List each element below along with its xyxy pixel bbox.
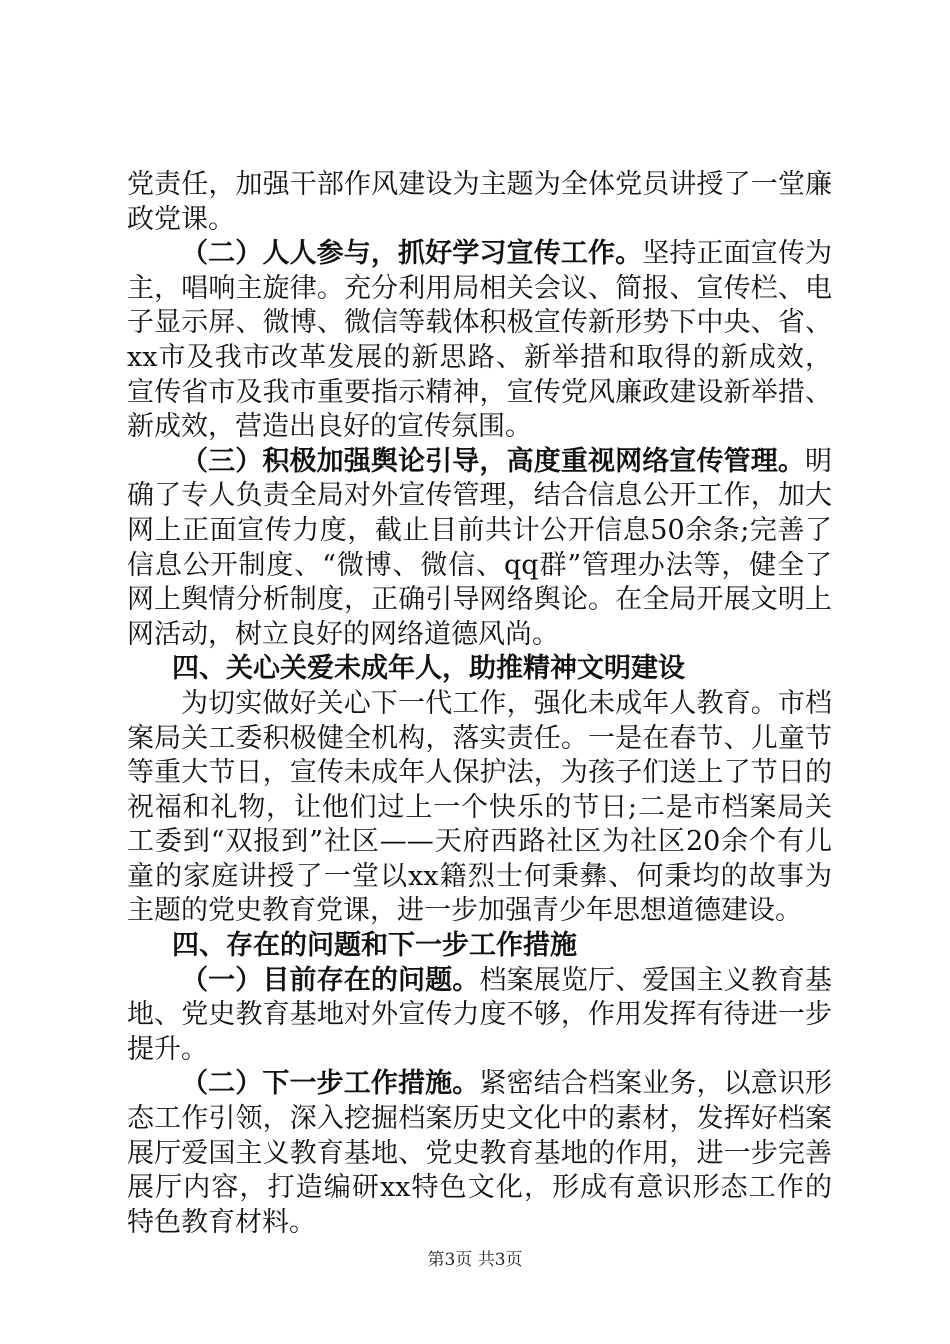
paragraph-3 (127, 445, 832, 653)
paragraph-3-body: 明确了专人负责全局对外宣传管理，结合信息公开工作，加大网上正面宣传力度，截止目前共计公开信息50余条;完善了信息公开制度、“微博、微信、qq群”管理办法等，健全了网上舆情分析制度，正确引导网络舆论。在全局开展文明上网活动，树立良好的网络道德风尚。 (127, 445, 832, 650)
section-5-title: 四、存在的问题和下一步工作措施 (172, 930, 577, 962)
paragraph-5-body: 档案展览厅、爱国主义教育基地、党史教育基地对外宣传力度不够，作用发挥有待进一步提升。 (127, 964, 833, 1065)
paragraph-5 (127, 964, 832, 1068)
paragraph-3-heading: （三）积极加强舆论引导，高度重视网络宣传管理。 (181, 445, 805, 477)
paragraph-5-heading: （一）目前存在的问题。 (181, 964, 480, 996)
paragraph-2-heading: （二）人人参与，抓好学习宣传工作。 (181, 238, 643, 270)
page-footer: 第3页 共3页 (427, 1250, 523, 1270)
document-body (127, 168, 832, 1240)
paragraph-2 (127, 237, 832, 445)
paragraph-1: 党责任，加强干部作风建设为主题为全体党员讲授了一堂廉政党课。 (127, 169, 832, 235)
paragraph-6 (127, 1067, 832, 1240)
paragraph-6-heading: （二）下一步工作措施。 (181, 1068, 480, 1100)
paragraph-4: 为切实做好关心下一代工作，强化未成年人教育。市档案局关工委积极健全机构，落实责任。一是在春节、儿童节等重大节日，宣传未成年人保护法，为孩子们送上了节日的祝福和礼物，让他们过上一个快乐的节日;二是市档案局关工委到“双报到”社区——天府西路社区为社区20余个有儿童的家庭讲授了一堂以xx籍烈士何秉彝、何秉均的故事为主题的党史教育党课，进一步加强青少年思想道德建设。 (127, 687, 832, 927)
paragraph-2-body: 坚持正面宣传为主，唱响主旋律。充分利用局相关会议、简报、宣传栏、电子显示屏、微博、微信等载体积极宣传新形势下中央、省、xx市及我市改革发展的新思路、新举措和取得的新成效，宣传省市及我市重要指示精神，宣传党风廉政建设新举措、新成效，营造出良好的宣传氛围。 (127, 238, 833, 443)
paragraph-6-body: 紧密结合档案业务，以意识形态工作引领，深入挖掘档案历史文化中的素材，发挥好档案展厅爱国主义教育基地、党史教育基地的作用，进一步完善展厅内容，打造编研xx特色文化，形成有意识形态工作的特色教育材料。 (127, 1068, 833, 1238)
section-4-title: 四、关心关爱未成年人，助推精神文明建设 (172, 653, 685, 685)
